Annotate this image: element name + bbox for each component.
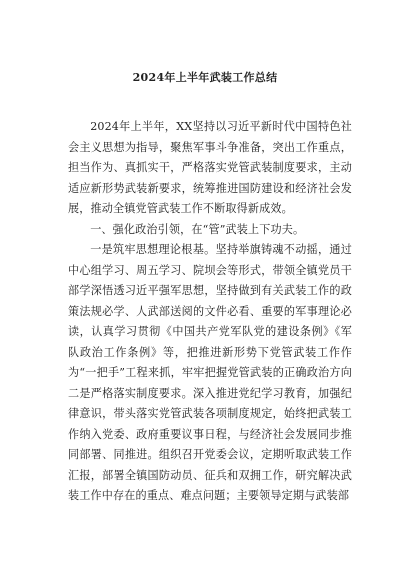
- document-title: 2024年上半年武装工作总结: [132, 71, 278, 84]
- paragraph-intro: 2024年上半年，XX坚持以习近平新时代中国特色社会主义思想为指导，聚焦军事斗争准备，突出工作重点，担当作为、真抓实干，严格落实党管武装制度要求，主动适应新形势武装新要求，统筹推进国防建设和经济社会发展，推动全镇党管武装工作不断取得新成效。: [68, 120, 352, 215]
- paragraph-section-body: 一是筑牢思想理论根基。坚持举旗铸魂不动摇，通过中心组学习、周五学习、院坝会等形式，带领全镇党员干部学深悟透习近平强军思想，坚持做到有关武装工作的政策法规必学、人武部送阅的文件必看、重要的军事理论必读，认真学习贯彻《中国共产党军队党的建设条例》《军队政治工作条例》等，把推进新形势下党管武装工作作为“一把手”工程来抓，牢牢把握党管武装的正确政治方向二是严格落实制度要求。深入推进党纪学习教育，加强纪律意识，带头落实党管武装各项制度规定，始终把武装工作纳入党委、政府重要议事日程，与经济社会发展同步推同部署、同推进。组织召开党委会议，定期听取武装工作汇报，部署全镇国防动员、征兵和双拥工作，研究解决武装工作中存在的重点、难点问题；主要领导定期与武装部: [68, 243, 352, 502]
- document-body: [68, 117, 352, 507]
- paragraph-section-heading: 一、强化政治引领，在“管”武装上下功夫。: [90, 222, 305, 236]
